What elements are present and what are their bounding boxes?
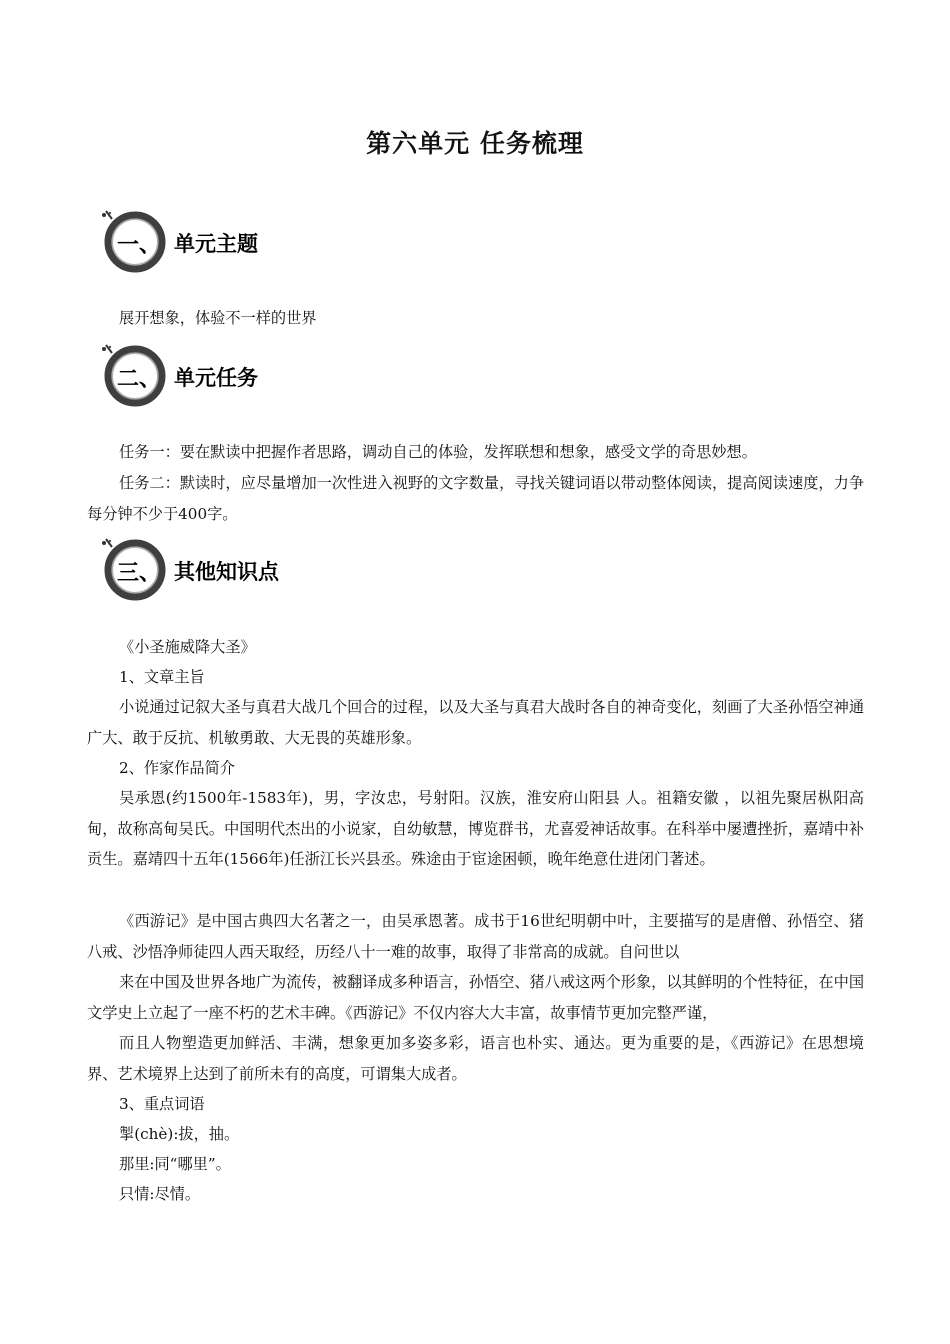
section-number: 二、 <box>117 367 162 392</box>
section-heading-3 <box>92 535 592 605</box>
section-number: 一、 <box>117 233 162 258</box>
word-item: 那里:同“哪里”。 <box>119 1155 231 1173</box>
section-title: 单元主题 <box>174 232 258 256</box>
section-heading-2 <box>92 341 592 411</box>
task-1: 任务一：要在默读中把握作者思路，调动自己的体验，发挥联想和想象，感受文学的奇思妙想。 <box>119 443 757 461</box>
ink-circle-icon <box>92 207 172 277</box>
subheading-author: 2、作家作品简介 <box>119 759 235 777</box>
book-title: 《小圣施威降大圣》 <box>119 638 256 656</box>
author-paragraph: 吴承恩(约1500年-1583年)，男，字汝忠，号射阳。汉族，淮安府山阳县 人。祖籍安徽 ，以祖先聚居枞阳高甸，故称高甸吴氏。中国明代杰出的小说家，自幼敏慧，博览群书，尤喜爱神话故事。在科举中屡遭挫折，嘉靖中补贡生。嘉靖四十五年(1566年)任浙江长兴县丞。殊途由于宦途困顿，晚年绝意仕进闭门著述。 <box>87 789 864 868</box>
section-title: 其他知识点 <box>174 560 279 584</box>
theme-paragraph: 小说通过记叙大圣与真君大战几个回合的过程，以及大圣与真君大战时各自的神奇变化，刻画了大圣孙悟空神通广大、敢于反抗、机敏勇敢、大无畏的英雄形象。 <box>87 698 864 747</box>
ink-circle-icon <box>92 535 172 605</box>
journey-paragraph-3: 而且人物塑造更加鲜活、丰满，想象更加多姿多彩，语言也朴实、通达。更为重要的是，《西游记》在思想境界、艺术境界上达到了前所未有的高度，可谓集大成者。 <box>87 1034 864 1083</box>
journey-paragraph-2: 来在中国及世界各地广为流传，被翻译成多种语言，孙悟空、猪八戒这两个形象，以其鲜明的个性特征，在中国文学史上立起了一座不朽的艺术丰碑。《西游记》不仅内容大大丰富，故事情节更加完整严谨， <box>87 973 864 1022</box>
section-number: 三、 <box>117 561 162 586</box>
theme-text: 展开想象，体验不一样的世界 <box>119 309 317 327</box>
page-title: 第六单元 任务梳理 <box>366 129 584 158</box>
journey-paragraph-1: 《西游记》是中国古典四大名著之一，由吴承恩著。成书于16世纪明朝中叶，主要描写的是唐僧、孙悟空、猪八戒、沙悟净师徒四人西天取经，历经八十一难的故事，取得了非常高的成就。自问世以 <box>87 912 864 961</box>
section-title: 单元任务 <box>174 366 258 390</box>
word-item: 掣(chè):拔，抽。 <box>119 1125 240 1143</box>
section-heading-1 <box>92 207 592 277</box>
subheading-words: 3、重点词语 <box>119 1095 205 1113</box>
task-2: 任务二：默读时，应尽量增加一次性进入视野的文字数量，寻找关键词语以带动整体阅读，提高阅读速度，力争每分钟不少于400字。 <box>87 474 864 523</box>
ink-circle-icon <box>92 341 172 411</box>
word-item: 只情:尽情。 <box>119 1185 201 1203</box>
subheading-theme: 1、文章主旨 <box>119 668 205 686</box>
